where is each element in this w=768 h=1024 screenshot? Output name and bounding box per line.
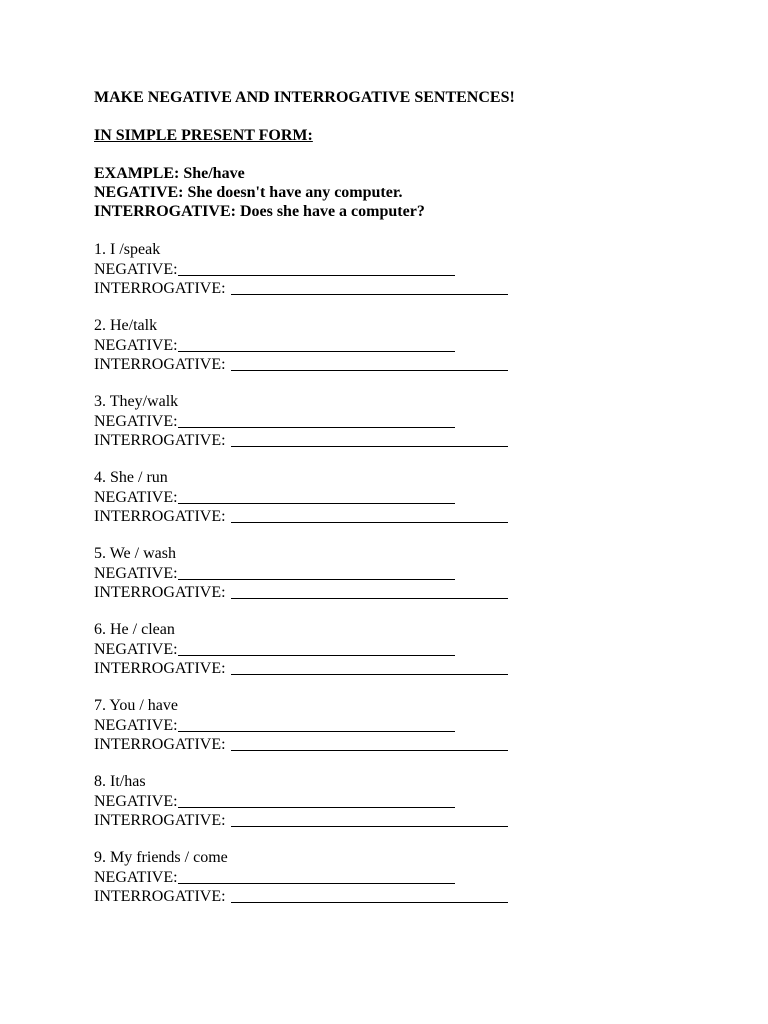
interrogative-answer-blank[interactable] [231,280,508,295]
negative-answer-blank[interactable] [178,489,455,504]
exercise-prompt: 8. It/has [94,773,146,790]
negative-label: NEGATIVE: [94,489,178,506]
negative-label: NEGATIVE: [94,261,178,278]
negative-answer-blank[interactable] [178,641,455,656]
interrogative-answer-blank[interactable] [231,736,508,751]
interrogative-label: INTERROGATIVE: [94,660,226,677]
example-negative: NEGATIVE: She doesn't have any computer. [94,184,403,201]
interrogative-label: INTERROGATIVE: [94,508,226,525]
worksheet-subtitle: IN SIMPLE PRESENT FORM: [94,127,313,144]
negative-label: NEGATIVE: [94,793,178,810]
exercise-prompt: 9. My friends / come [94,849,228,866]
negative-label: NEGATIVE: [94,413,178,430]
interrogative-answer-blank[interactable] [231,356,508,371]
negative-answer-row [94,563,734,582]
negative-answer-blank[interactable] [178,261,455,276]
negative-answer-row [94,411,734,430]
negative-answer-blank[interactable] [178,413,455,428]
negative-answer-row [94,867,734,886]
exercise-item [94,696,734,753]
worksheet-title: MAKE NEGATIVE AND INTERROGATIVE SENTENCES! [94,89,515,106]
negative-answer-blank[interactable] [178,717,455,732]
exercise-prompt: 3. They/walk [94,393,179,410]
interrogative-answer-row [94,810,734,829]
worksheet-page [94,88,734,905]
negative-answer-row [94,487,734,506]
negative-label: NEGATIVE: [94,337,178,354]
exercise-prompt: 6. He / clean [94,621,175,638]
negative-answer-row [94,259,734,278]
exercise-prompt: 1. I /speak [94,241,161,258]
interrogative-answer-blank[interactable] [231,812,508,827]
spacer [94,145,734,164]
negative-label: NEGATIVE: [94,565,178,582]
interrogative-answer-blank[interactable] [231,584,508,599]
exercise-item [94,468,734,525]
exercise-item [94,392,734,449]
negative-answer-blank[interactable] [178,869,455,884]
negative-answer-blank[interactable] [178,337,455,352]
interrogative-label: INTERROGATIVE: [94,812,226,829]
negative-label: NEGATIVE: [94,869,178,886]
exercise-prompt: 7. You / have [94,697,179,714]
exercise-prompt: 4. She / run [94,469,168,486]
negative-answer-blank[interactable] [178,793,455,808]
interrogative-answer-row [94,354,734,373]
negative-answer-row [94,335,734,354]
exercise-item [94,544,734,601]
negative-label: NEGATIVE: [94,717,178,734]
exercise-prompt: 2. He/talk [94,317,158,334]
interrogative-answer-row [94,658,734,677]
interrogative-answer-row [94,278,734,297]
negative-answer-row [94,715,734,734]
exercise-item [94,772,734,829]
negative-label: NEGATIVE: [94,641,178,658]
interrogative-answer-blank[interactable] [231,508,508,523]
negative-answer-blank[interactable] [178,565,455,580]
exercise-item [94,848,734,905]
negative-answer-row [94,639,734,658]
interrogative-label: INTERROGATIVE: [94,432,226,449]
exercise-list [94,240,734,905]
exercise-item [94,240,734,297]
interrogative-answer-row [94,582,734,601]
interrogative-label: INTERROGATIVE: [94,584,226,601]
spacer [94,221,734,240]
interrogative-answer-blank[interactable] [231,660,508,675]
interrogative-answer-row [94,506,734,525]
interrogative-label: INTERROGATIVE: [94,736,226,753]
interrogative-answer-blank[interactable] [231,888,508,903]
example-block [94,164,734,221]
interrogative-label: INTERROGATIVE: [94,888,226,905]
interrogative-answer-row [94,734,734,753]
interrogative-answer-row [94,430,734,449]
spacer [94,107,734,126]
interrogative-answer-row [94,886,734,905]
example-interrogative: INTERROGATIVE: Does she have a computer? [94,203,425,220]
exercise-item [94,316,734,373]
interrogative-label: INTERROGATIVE: [94,356,226,373]
exercise-item [94,620,734,677]
negative-answer-row [94,791,734,810]
interrogative-label: INTERROGATIVE: [94,280,226,297]
example-prompt: EXAMPLE: She/have [94,165,245,182]
exercise-prompt: 5. We / wash [94,545,176,562]
interrogative-answer-blank[interactable] [231,432,508,447]
